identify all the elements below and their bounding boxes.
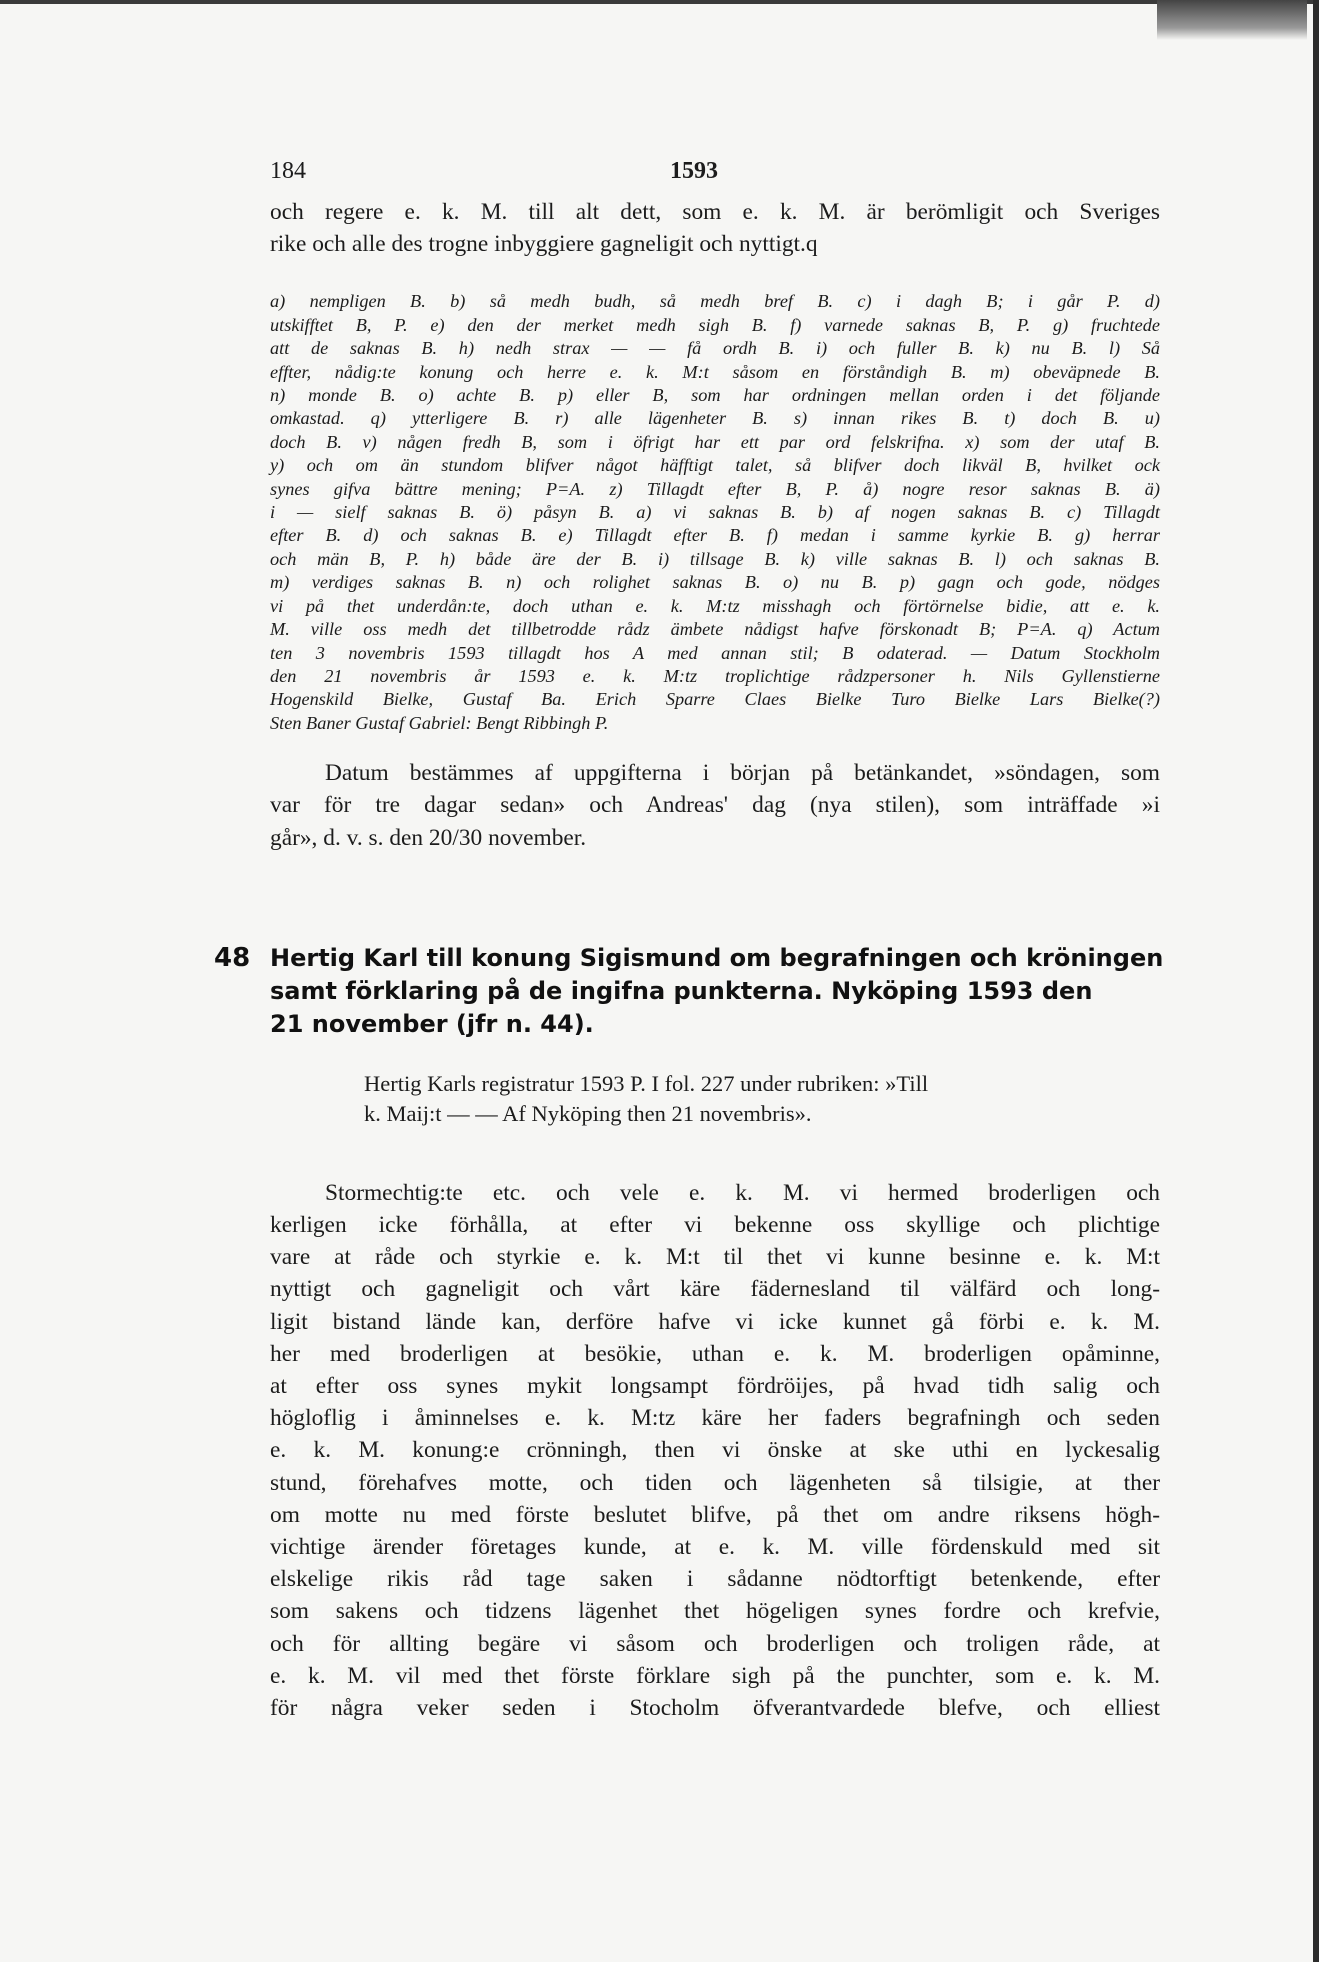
page-number: 184 [270, 158, 306, 184]
document-number: 48 [214, 942, 251, 973]
heading-line: 21 november (jfr n. 44). [270, 1009, 594, 1038]
footnote-line: a) nempligen B. b) så medh budh, så medh bref B. c) i dagh B; i går P. d) [270, 291, 1160, 312]
footnote-line: Hogenskild Bielke, Gustaf Ba. Erich Sparre Claes Bielke Turo Bielke Lars Bielke(?) [270, 689, 1160, 710]
body-line: för några veker seden i Stocholm öfverantvardede blefve, och elliest [270, 1694, 1160, 1721]
footnote-line: i — sielf saknas B. ö) påsyn B. a) vi saknas B. b) af nogen saknas B. c) Tillagdt [270, 502, 1160, 523]
footnote-line: M. ville oss medh det tillbetrodde rådz ämbete nådigst hafve förskonadt B; P=A. q) Actum [270, 619, 1160, 640]
body-line: stund, förehafves motte, och tiden och lägenheten så tilsigie, at ther [270, 1469, 1160, 1496]
page-content [214, 158, 1164, 1724]
running-head-year: 1593 [670, 158, 718, 184]
body-line: Stormechtig:te etc. och vele e. k. M. vi hermed broderligen och [325, 1179, 1160, 1206]
footnote-line: ten 3 novembris 1593 tillagdt hos A med annan stil; B odaterad. — Datum Stockholm [270, 642, 1160, 663]
body-line: kerligen icke förhålla, at efter vi bekenne oss skyllige och plichtige [270, 1211, 1160, 1238]
body-line: ligit bistand lände kan, derföre hafve vi icke kunnet gå förbi e. k. M. [270, 1308, 1160, 1335]
body-line: nyttigt och gagneligit och vårt käre fädernesland til välfärd och long- [270, 1276, 1160, 1303]
footnote-line: doch B. v) någen fredh B, som i öfrigt har ett par ord felskrifna. x) som der utaf B. [270, 431, 1160, 452]
letter-body [270, 1177, 1160, 1724]
footnote-line: efter B. d) och saknas B. e) Tillagdt efter B. f) medan i samme kyrkie B. g) herrar [270, 525, 1160, 546]
footnote-line: y) och om än stundom blifver något häfftigt talet, så blifver doch likväl B, hvilket ock [270, 455, 1160, 476]
footnote-line: Sten Baner Gustaf Gabriel: Bengt Ribbingh P. [270, 712, 609, 733]
body-line: vichtige ärender företages kunde, at e. k. M. ville fördenskuld med sit [270, 1533, 1160, 1560]
body-line: her med broderligen at besökie, uthan e. k. M. broderligen opåminne, [270, 1340, 1160, 1367]
date-note [215, 757, 1160, 854]
document-heading [214, 942, 1164, 1041]
body-line: elskelige rikis råd tage saken i sådanne nödtorftigt betenkende, efter [270, 1566, 1160, 1593]
running-head [270, 158, 1160, 192]
body-line: om motte nu med förste beslutet blifve, på thet om andre riksens högh- [270, 1501, 1160, 1528]
footnote-line: omkastad. q) ytterligere B. r) alle lägenheter B. s) innan rikes B. t) doch B. u) [270, 408, 1160, 429]
body-line: som sakens och tidzens lägenhet thet högeligen synes fordre och krefvie, [270, 1598, 1160, 1625]
footnote-line: den 21 novembris år 1593 e. k. M:tz troplichtige rådzpersoner h. Nils Gyllenstierne [270, 665, 1160, 686]
source-line: k. Maij:t — — Af Nyköping then 21 novembris». [364, 1100, 812, 1126]
scan-edge-right [1313, 0, 1319, 1962]
footnotes [270, 290, 1160, 735]
heading-line: Hertig Karl till konung Sigismund om begrafningen och kröningen [270, 943, 1164, 972]
text-line: var för tre dagar sedan» och Andreas' dag (nya stilen), som inträffade »i [270, 792, 1160, 819]
body-line: at efter oss synes mykit longsampt fördröijes, på hvad tidh salig och [270, 1372, 1160, 1399]
footnote-line: m) verdiges saknas B. n) och rolighet saknas B. o) nu B. p) gagn och gode, nödges [270, 572, 1160, 593]
document-title [270, 942, 1164, 1041]
footnote-line: effter, nådig:te konung och herre e. k. M:t såsom en förståndigh B. m) obeväpnede B. [270, 361, 1160, 382]
scan-edge-top [0, 0, 1313, 4]
intro-paragraph [270, 196, 1160, 260]
body-line: vare at råde och styrkie e. k. M:t til thet vi kunne besinne e. k. M:t [270, 1244, 1160, 1271]
scan-corner-shadow [1157, 0, 1307, 40]
heading-line: samt förklaring på de ingifna punkterna. Nyköping 1593 den [270, 976, 1093, 1005]
text-line: Datum bestämmes af uppgifterna i början på betänkandet, »söndagen, som [325, 760, 1160, 787]
footnote-line: utskifftet B, P. e) den der merket medh sigh B. f) varnede saknas B, P. g) fruchtede [270, 314, 1160, 335]
footnote-line: att de saknas B. h) nedh strax — — få ordh B. i) och fuller B. k) nu B. l) Så [270, 338, 1160, 359]
footnote-line: n) monde B. o) achte B. p) eller B, som har ordningen mellan orden i det följande [270, 385, 1160, 406]
source-reference [270, 1069, 1160, 1129]
source-line: Hertig Karls registratur 1593 P. I fol. 227 under rubriken: »Till [364, 1070, 929, 1096]
body-line: högloflig i åminnelses e. k. M:tz käre her faders begrafningh och seden [270, 1405, 1160, 1432]
body-line: e. k. M. konung:e crönningh, then vi önske at ske uthi en lyckesalig [270, 1437, 1160, 1464]
footnote-line: synes gifva bättre mening; P=A. z) Tillagdt efter B, P. å) nogre resor saknas B. ä) [270, 478, 1160, 499]
footnote-line: vi på thet underdån:te, doch uthan e. k. M:tz misshagh och förtörnelse bidie, att e. k. [270, 595, 1160, 616]
footnote-line: och män B, P. h) både äre der B. i) tillsage B. k) ville saknas B. l) och saknas B. [270, 548, 1160, 569]
text-line: går», d. v. s. den 20/30 november. [270, 824, 587, 851]
body-line: e. k. M. vil med thet förste förklare sigh på the punchter, som e. k. M. [270, 1662, 1160, 1689]
body-line: och för allting begäre vi såsom och broderligen och troligen råde, at [270, 1630, 1160, 1657]
text-line: och regere e. k. M. till alt dett, som e. k. M. är berömligit och Sveriges [270, 199, 1160, 225]
text-line: rike och alle des trogne inbyggiere gagneligit och nyttigt.q [270, 231, 818, 258]
